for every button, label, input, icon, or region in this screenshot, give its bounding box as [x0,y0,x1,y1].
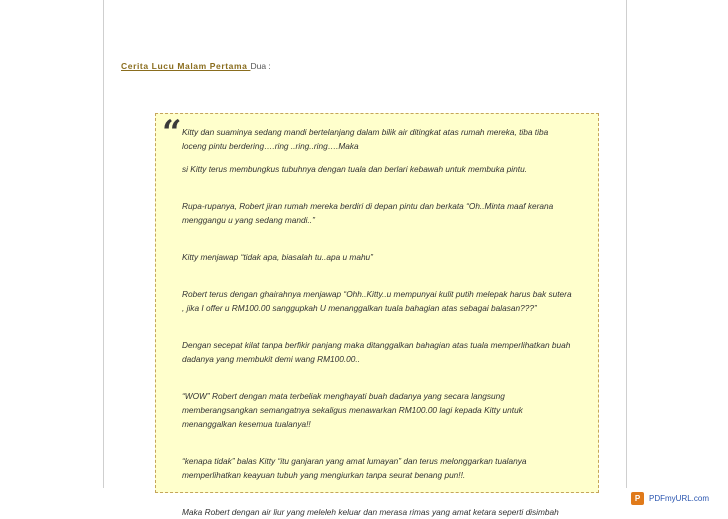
quote-line: memperlihatkan keayuan tubuh yang mengiurkan tanpa seurat benang pun!!. [182,470,466,480]
quote-line: Kitty menjawap “tidak apa, biasalah tu..apa u mahu” [182,252,373,262]
pdfmyurl-watermark[interactable] [631,491,709,505]
quote-line: Rupa-rupanya, Robert jiran rumah mereka berdiri di depan pintu dan berkata “Oh..Minta maaf kerana [182,201,554,211]
quote-line: menanggalkan kesemua tualanya!! [182,419,311,429]
pdfmyurl-logo-icon: P [631,492,644,505]
quote-text [182,125,582,519]
story-heading [121,61,271,71]
pdfmyurl-link[interactable]: PDFmyURL.com [649,493,710,503]
quote-line: “kenapa tidak” balas Kitty “itu ganjaran yang amat lumayan” dan terus melonggarkan tualanya [182,456,527,466]
quote-line: Dengan secepat kilat tanpa berfikir panjang maka ditanggalkan bahagian atas tuala memperlihatkan buah [182,340,571,350]
quote-line: , jika I offer u RM100.00 sanggupkah U menanggalkan tuala bahagian atas sebagai balasan???” [182,303,537,313]
quote-line: Maka Robert dengan air liur yang meleleh keluar dan merasa rimas yang amat ketara seperti disimbah [182,507,559,517]
quote-line: “WOW” Robert dengan mata terbeliak menghayati buah dadanya yang secara langsung [182,391,505,401]
quote-mark-icon: “ [162,113,182,153]
quote-line: si Kitty terus membungkus tubuhnya dengan tuala dan berlari kebawah untuk membuka pintu. [182,164,527,174]
quote-line: dadanya yang membukit demi wang RM100.00.. [182,354,361,364]
quote-box [155,113,599,517]
quote-line: menggangu u yang sedang mandi..” [182,215,315,225]
story-title-link[interactable]: Cerita Lucu Malam Pertama [121,61,251,71]
quote-line: Kitty dan suaminya sedang mandi bertelanjang dalam bilik air ditingkat atas rumah mereka, tiba tiba [182,127,549,137]
story-subtitle: Dua : [250,61,271,71]
quote-line: memberangsangkan semangatnya sekaligus menawarkan RM100.00 lagi kepada Kitty untuk [182,405,523,415]
page-border-left [103,0,104,488]
page-border-right [626,0,627,488]
quote-line: Robert terus dengan ghairahnya menjawap “Ohh..Kitty..u mempunyai kulit putih melepak harus bak sutera [182,289,572,299]
quote-line: loceng pintu berdering….ring ..ring..ring….Maka [182,141,359,151]
